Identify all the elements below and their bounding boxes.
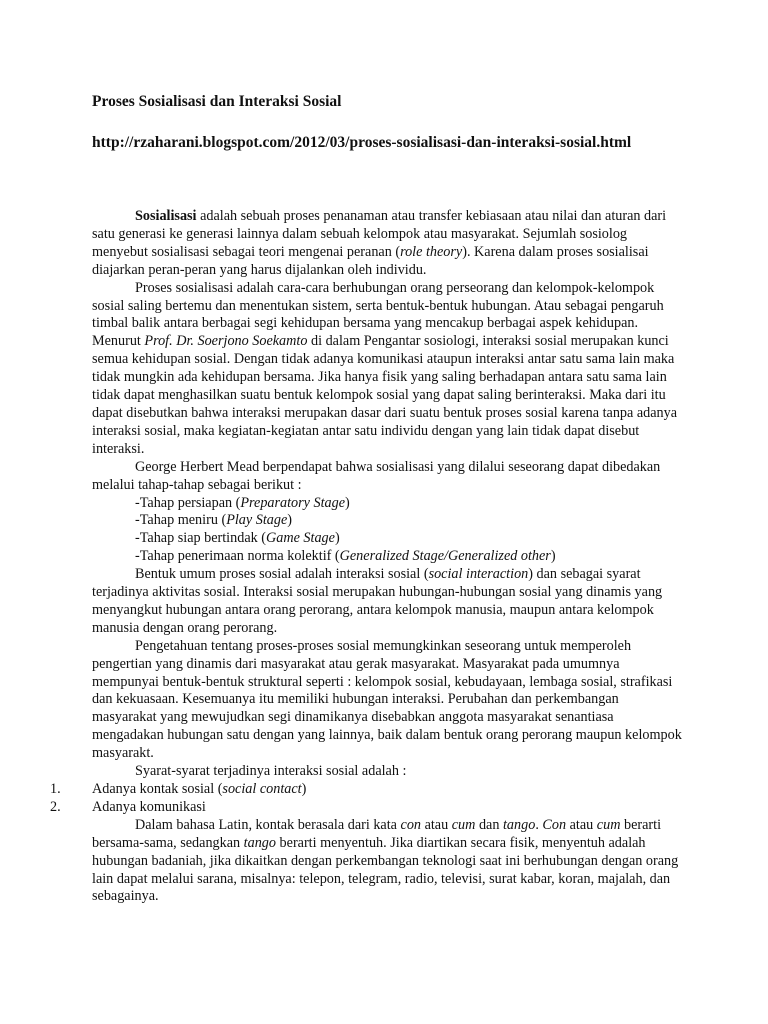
term-tango: tango <box>243 834 276 851</box>
stage-term: Generalized Stage/Generalized other <box>339 548 551 565</box>
term-cum: cum <box>451 816 476 833</box>
paragraph-proses-sosialisasi <box>92 280 684 459</box>
term-social-interaction: social interaction <box>428 566 529 583</box>
stage-label: -Tahap persiapan ( <box>135 494 241 511</box>
stage-term: Game Stage <box>265 530 335 547</box>
author-name: Prof. Dr. Soerjono Soekamto <box>144 333 308 350</box>
text: Proses sosialisasi adalah cara-cara berhubungan orang perseorang dan kelompok-kelompok sosial saling bertemu dan menentukan sistem, serta bentuk-bentuk hubungan. Atau sebagai pengaruh timbal balik antara berbagai segi kehidupan bersama yang mencakup berbagai aspek kehidupan. Menurut <box>92 279 664 350</box>
term-sosialisasi: Sosialisasi <box>135 208 197 224</box>
text: ). Karena dalam proses sosialisai diajarkan peran-peran yang harus dijalankan oleh individu. <box>92 243 649 278</box>
text: Dalam bahasa Latin, kontak berasala dari kata <box>135 816 401 833</box>
stage-term: Preparatory Stage <box>240 494 346 511</box>
stage-close: ) <box>345 494 350 511</box>
list-text: Adanya komunikasi <box>92 798 206 815</box>
stage-close: ) <box>334 530 340 547</box>
paragraph-interaksi-sosial <box>92 566 684 638</box>
text: berarti menyentuh. Jika diartikan secara fisik, menyentuh adalah hubungan badaniah, jika dikaitkan dengan perkembangan teknologi saat ini berhubungan dengan orang lain dapat melalui sarana, misalnya: telepon, telegram, radio, televisi, surat kabar, koran, majalah, dan sebagainya. <box>92 834 679 905</box>
stage-label: -Tahap penerimaan norma kolektif ( <box>135 548 340 565</box>
text: atau <box>566 816 597 833</box>
term-tango: tango <box>502 816 536 833</box>
text: . <box>535 816 543 833</box>
term-con: con <box>400 816 422 833</box>
stage-item <box>92 548 684 566</box>
stage-close: ) <box>287 512 292 529</box>
stage-item <box>92 495 684 513</box>
list-item <box>50 799 684 817</box>
term-cum: cum <box>596 816 621 833</box>
text: Syarat-syarat terjadinya interaksi sosial adalah : <box>135 763 407 780</box>
stage-label: -Tahap meniru ( <box>135 512 227 529</box>
paragraph-pengetahuan <box>92 638 684 763</box>
list-text: Adanya kontak sosial ( <box>92 781 223 797</box>
stage-item <box>92 530 684 548</box>
text: atau <box>421 816 452 833</box>
list-close: ) <box>301 781 307 797</box>
text: George Herbert Mead berpendapat bahwa sosialisasi yang dilalui seseorang dapat dibedakan melalui tahap-tahap sebagai berikut : <box>92 458 661 493</box>
text: berarti bersama-sama, sedangkan <box>92 816 662 851</box>
source-url: http://rzaharani.blogspot.com/2012/03/proses-sosialisasi-dan-interaksi-sosial.html <box>92 134 632 151</box>
stage-label: -Tahap siap bertindak ( <box>135 530 266 547</box>
text: dan <box>475 816 503 833</box>
text: ) dan sebagai syarat terjadinya aktivitas sosial. Interaksi sosial merupakan hubungan-hubungan sosial yang dinamis yang menyangkut hubungan antara orang perorang, antara kelompok manusia, maupun antara kelompok manusia dengan orang perorang. <box>92 566 663 636</box>
paragraph-syarat <box>92 763 684 781</box>
document-title: Proses Sosialisasi dan Interaksi Sosial <box>92 93 342 110</box>
stage-term: Play Stage <box>226 512 288 529</box>
text: di dalam Pengantar sosiologi, interaksi sosial merupakan kunci semua kehidupan sosial. Dengan tidak adanya komunikasi ataupun interaksi antar satu sama lain maka tidak mungkin ada kehidupan bersama. Jika hanya fisik yang saling berhadapan antara satu sama lain tidak dapat menghasilkan suatu bentuk kelompok sosial yang dapat saling berinteraksi. Maka dari itu dapat disebutkan bahwa interaksi merupakan dasar dari suatu bentuk proses sosial karena tanpa adanya interaksi sosial, maka kegiatan-kegiatan antar satu individu dengan yang lain tidak dapat disebut interaksi. <box>92 333 678 457</box>
paragraph-kontak <box>92 817 684 907</box>
text: Bentuk umum proses sosial adalah interaksi sosial ( <box>135 566 429 583</box>
stage-close: ) <box>550 548 556 565</box>
paragraph-sosialisasi <box>92 208 684 280</box>
text: Pengetahuan tentang proses-proses sosial memungkinkan seseorang untuk memperoleh pengertian yang dinamis dari masyarakat atau gerak masyarakat. Masyarakat pada umumnya mempunyai bentuk-bentuk struktural seperti : kelompok sosial, kebudayaan, lembaga sosial, strafikasi dan kekuasaan. Kesemuanya itu memiliki hubungan interaksi. Perubahan dan perkembangan masyarakat yang mewujudkan segi dinamikanya disebabkan anggota masyarakat senantiasa mengadakan hubungan satu dengan yang lainnya, baik dalam bentuk orang perorang maupun kelompok masyarakt. <box>92 637 682 762</box>
list-number: 2. <box>50 798 61 815</box>
term-role-theory: role theory <box>400 243 463 260</box>
stage-item <box>92 512 684 530</box>
document-body <box>50 208 684 906</box>
text: adalah sebuah proses penanaman atau transfer kebiasaan atau nilai dan aturan dari satu generasi ke generasi lainnya dalam sebuah kelompok atau masyarakat. Sejumlah sosiolog menyebut sosialisasi sebagai teori mengenai peranan ( <box>92 208 667 260</box>
paragraph-mead <box>92 459 684 495</box>
term-con: Con <box>542 816 567 833</box>
list-number: 1. <box>50 781 61 797</box>
list-term: social contact <box>222 781 302 797</box>
list-item <box>50 781 684 799</box>
